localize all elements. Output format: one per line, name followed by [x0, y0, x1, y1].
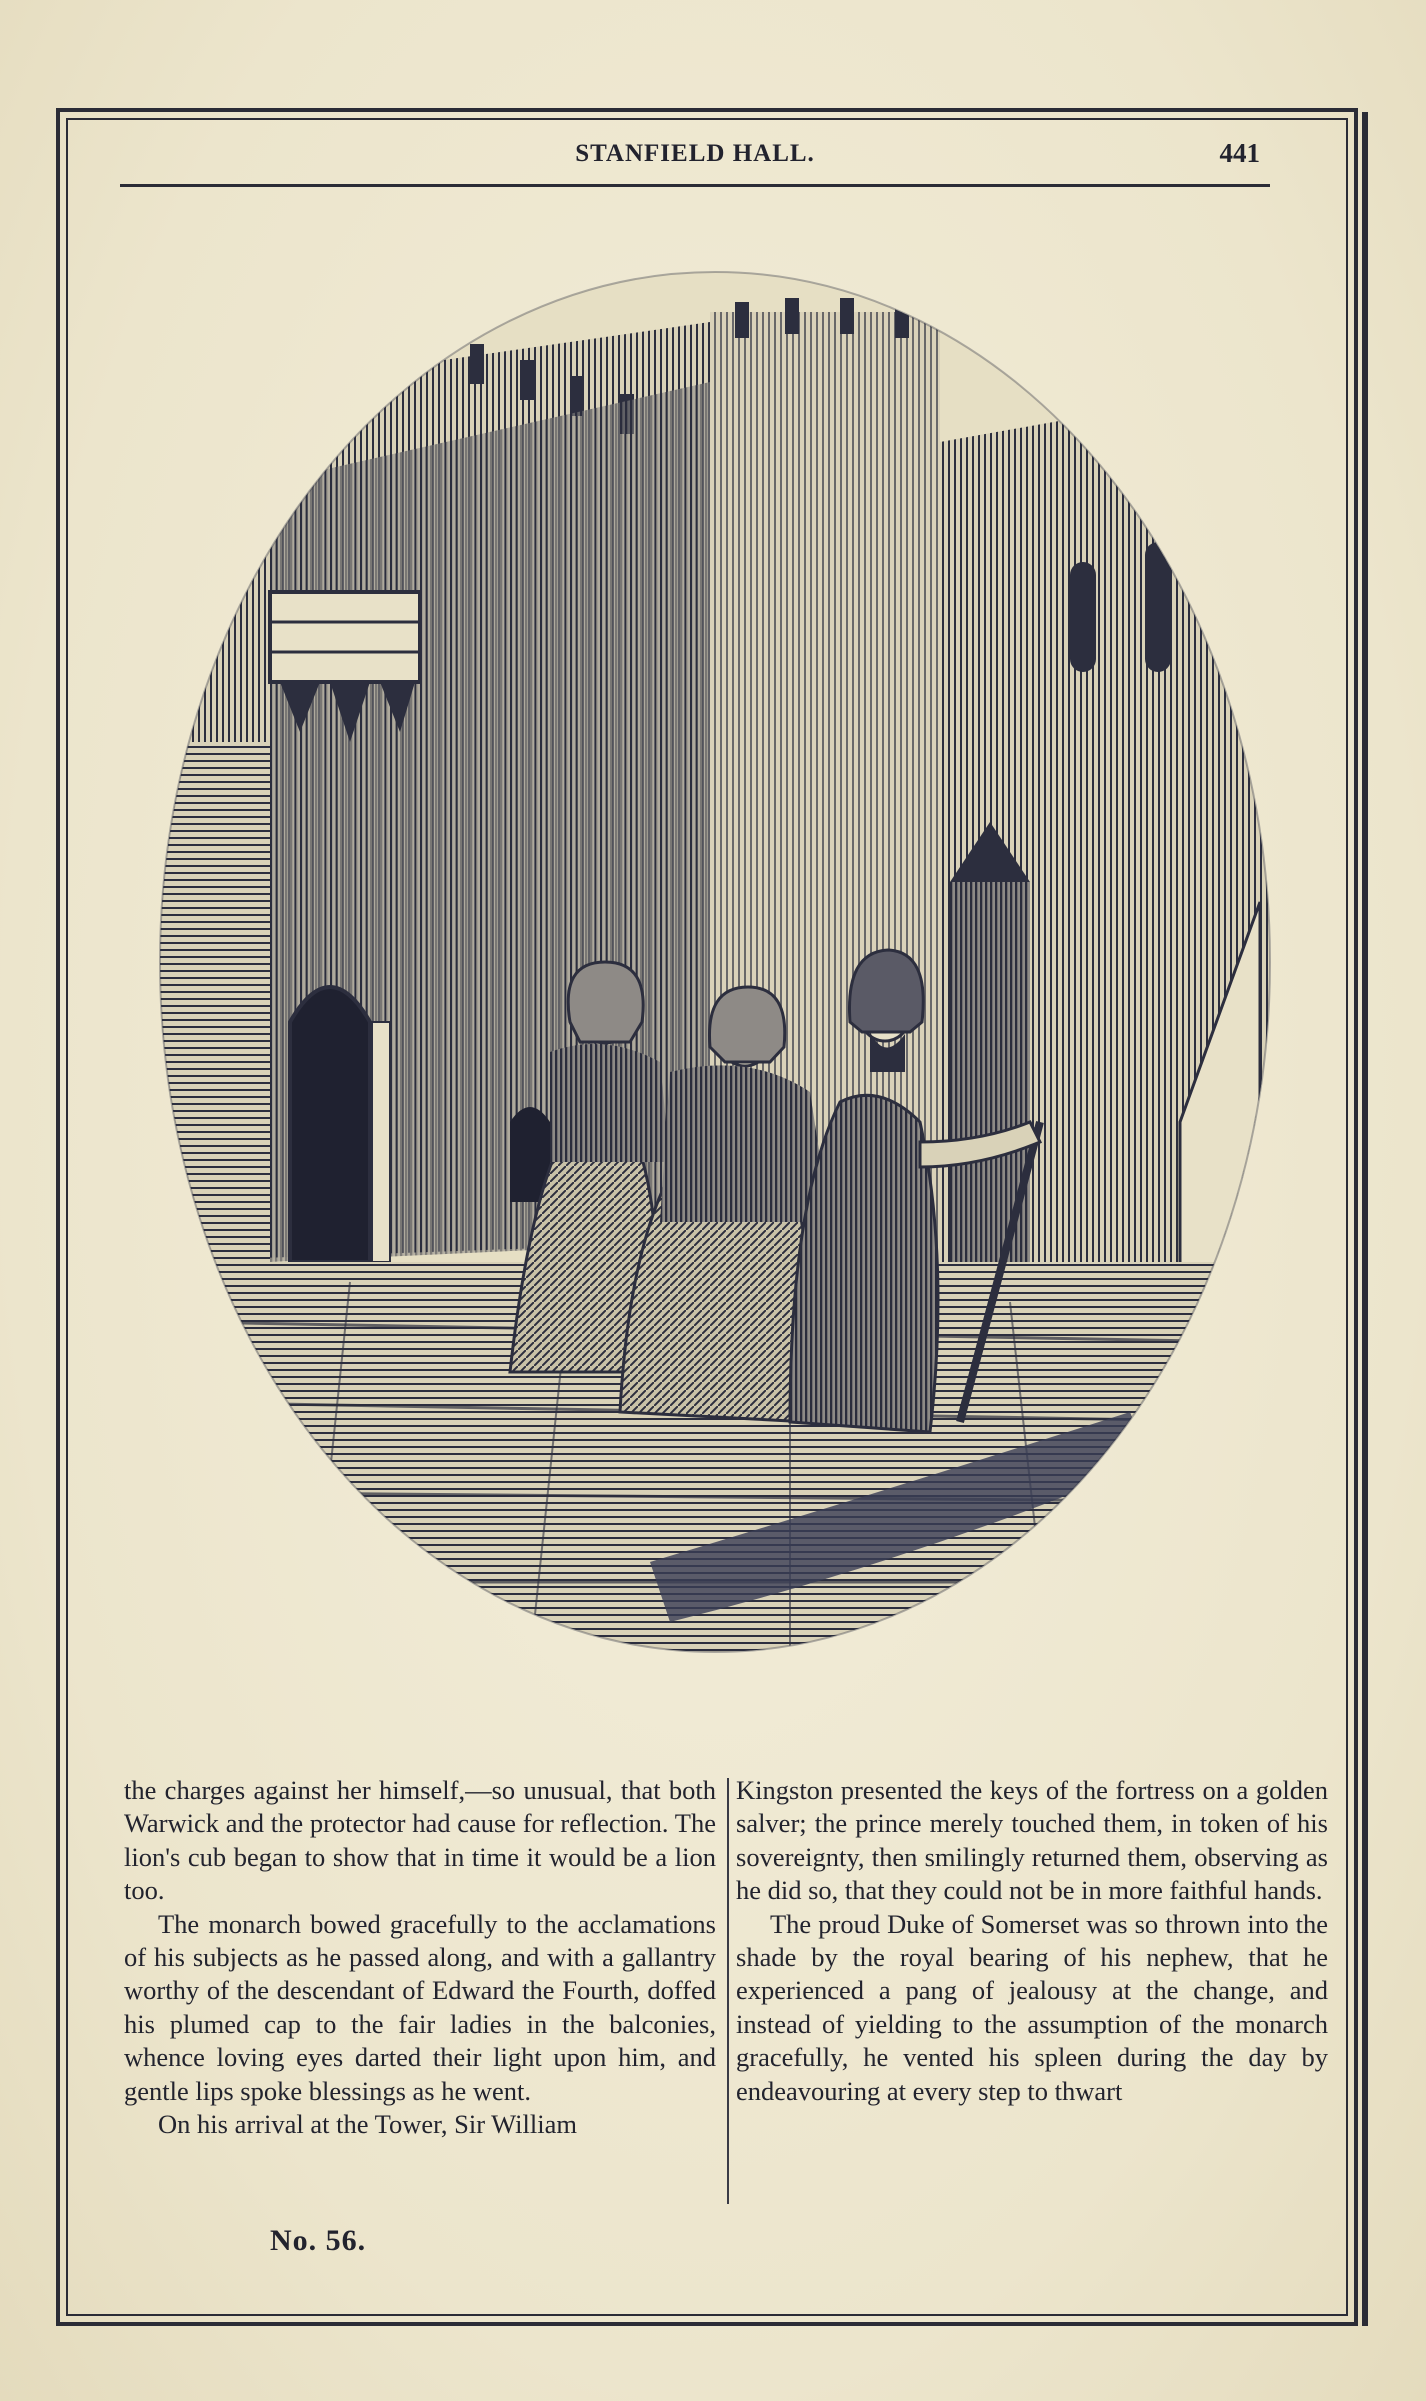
left-paragraph-2: The monarch bowed gracefully to the acclamations of his subjects as he passed along, and with a gallantry worthy of the descendant of Edward the Fourth, doffed his plumed cap to the fair ladies in the balconies, whence loving eyes darted their light upon him, and gentle lips spoke blessings as he went. [124, 1908, 716, 2106]
column-divider [727, 1778, 729, 2204]
right-column [736, 1774, 1328, 2108]
castle-courtyard-illustration [150, 262, 1280, 1682]
page-header [120, 136, 1270, 187]
arched-doorway [290, 987, 370, 1262]
page-border-shadow [1362, 112, 1368, 2326]
text-columns [124, 1774, 1330, 2234]
engraving-svg [150, 262, 1280, 1682]
right-paragraph-1: Kingston presented the keys of the fortress on a golden salver; the prince merely touched them, in token of his sovereignty, then smilingly returned them, observing as he did so, that they could not be in more faithful hands. [736, 1775, 1328, 1906]
issue-number: No. 56. [270, 2224, 367, 2257]
running-head: STANFIELD HALL. [575, 140, 815, 167]
left-paragraph-1: the charges against her himself,—so unusual, that both Warwick and the protector had cause for reflection. The lion's cub began to show that in time it would be a lion too. [124, 1775, 716, 1906]
page-number: 441 [1219, 138, 1260, 168]
left-paragraph-3: On his arrival at the Tower, Sir William [158, 2109, 577, 2140]
left-column [124, 1774, 716, 2141]
right-paragraph-2: The proud Duke of Somerset was so thrown into the shade by the royal bearing of his nephew, that he experienced a pang of jealousy at the change, and instead of yielding to the assumption of the monarch gracefully, he vented his spleen during the day by endeavouring at every step to thwart [736, 1908, 1328, 2106]
